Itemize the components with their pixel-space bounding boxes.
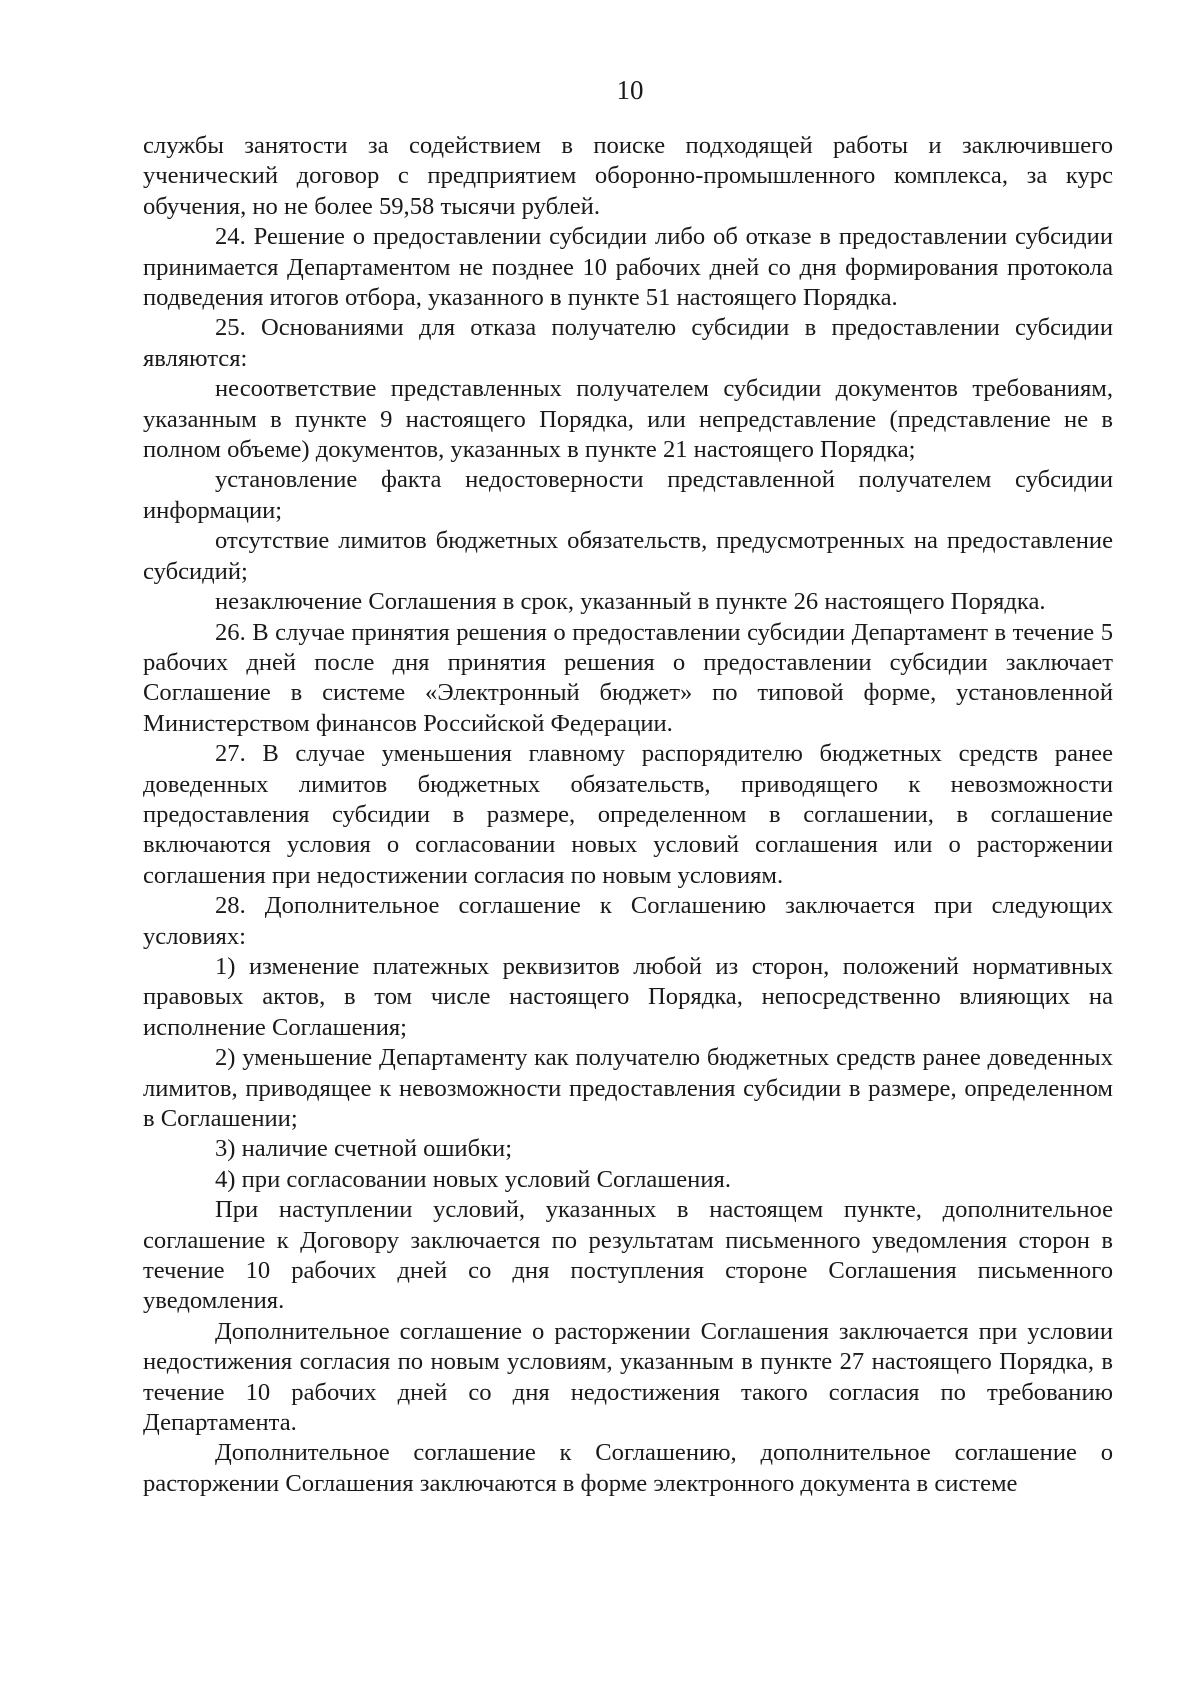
paragraph-notification: При наступлении условий, указанных в настоящем пункте, дополнительное соглашение к Договору заключается по результатам письменного уведомления сторон в течение 10 рабочих дней со дня поступления стороне Соглашения письменного уведомления. bbox=[143, 1196, 1113, 1315]
paragraph-item-25: 25. Основаниями для отказа получателю субсидии в предоставлении субсидии являются: bbox=[143, 314, 1113, 372]
paragraph-condition-1: 1) изменение платежных реквизитов любой из сторон, положений нормативных правовых актов, в том числе настоящего Порядка, непосредственно влияющих на исполнение Соглашения; bbox=[143, 952, 1113, 1041]
paragraph-electronic-form: Дополнительное соглашение к Соглашению, дополнительное соглашение о расторжении Соглашения заключаются в форме электронного документа в системе bbox=[143, 1439, 1113, 1497]
page-number: 10 bbox=[616, 75, 644, 105]
document-body bbox=[143, 131, 1113, 1499]
paragraph-termination: Дополнительное соглашение о расторжении Соглашения заключается при условии недостижения согласия по новым условиям, указанным в пункте 27 настоящего Порядка, в течение 10 рабочих дней со дня недостижения такого согласия по требованию Департамента. bbox=[143, 1317, 1113, 1437]
paragraph-continuation: службы занятости за содействием в поиске подходящей работы и заключившего ученический договор с предприятием оборонно-промышленного комплекса, за курс обучения, но не более 59,58 тысячи рублей. bbox=[143, 132, 1113, 220]
paragraph-refusal-reason-4: незаключение Соглашения в срок, указанный в пункте 26 настоящего Порядка. bbox=[215, 588, 1046, 616]
paragraph-refusal-reason-1: несоответствие представленных получателем субсидии документов требованиям, указанным в пункте 9 настоящего Порядка, или непредставление (представление не в полном объеме) документов, указанных в пункте 21 настоящего Порядка; bbox=[143, 375, 1113, 464]
paragraph-condition-3: 3) наличие счетной ошибки; bbox=[215, 1135, 513, 1163]
paragraph-item-27: 27. В случае уменьшения главному распорядителю бюджетных средств ранее доведенных лимитов бюджетных обязательств, приводящего к невозможности предоставления субсидии в размере, определенном в соглашении, в соглашение включаются условия о согласовании новых условий соглашения или о расторжении соглашения при недостижении согласия по новым условиям. bbox=[143, 740, 1113, 889]
paragraph-refusal-reason-2: установление факта недостоверности представленной получателем субсидии информации; bbox=[143, 466, 1113, 524]
paragraph-refusal-reason-3: отсутствие лимитов бюджетных обязательств, предусмотренных на предоставление субсидий; bbox=[143, 527, 1113, 585]
paragraph-condition-2: 2) уменьшение Департаменту как получателю бюджетных средств ранее доведенных лимитов, приводящее к невозможности предоставления субсидии в размере, определенном в Соглашении; bbox=[143, 1044, 1113, 1132]
paragraph-item-26: 26. В случае принятия решения о предоставлении субсидии Департамент в течение 5 рабочих дней после дня принятия решения о предоставлении субсидии заключает Соглашение в системе «Электронный бюджет» по типовой форме, установленной Министерством финансов Российской Федерации. bbox=[143, 618, 1113, 737]
paragraph-item-24: 24. Решение о предоставлении субсидии либо об отказе в предоставлении субсидии принимается Департаментом не позднее 10 рабочих дней со дня формирования протокола подведения итогов отбора, указанного в пункте 51 настоящего Порядка. bbox=[143, 223, 1113, 312]
paragraph-condition-4: 4) при согласовании новых условий Соглашения. bbox=[215, 1165, 731, 1193]
paragraph-item-28: 28. Дополнительное соглашение к Соглашению заключается при следующих условиях: bbox=[143, 892, 1113, 950]
